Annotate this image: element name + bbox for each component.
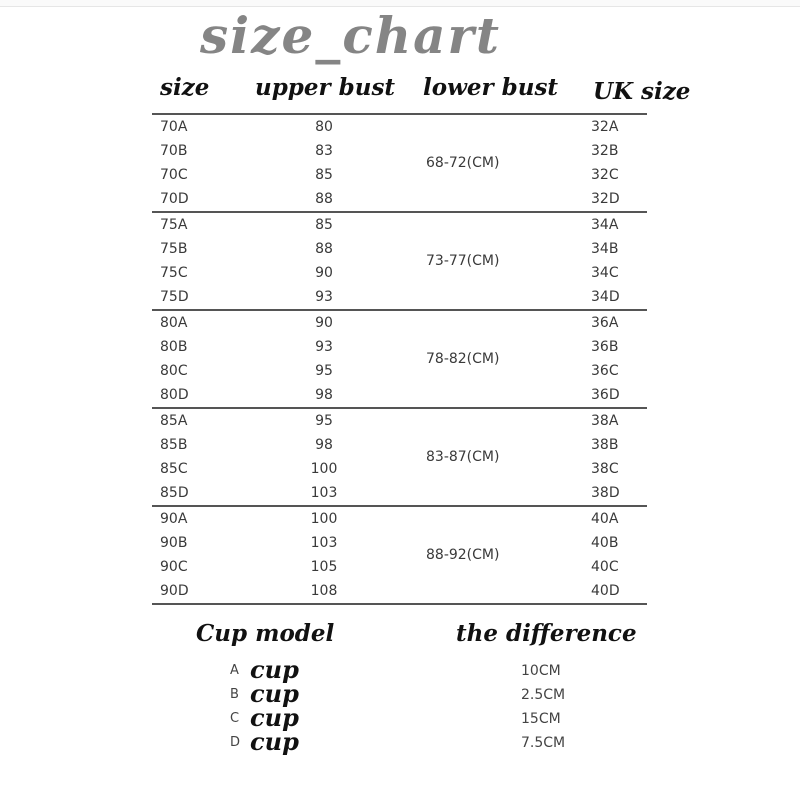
size-group [152, 507, 647, 603]
size-cell: 85B [160, 437, 188, 453]
size-cell: 70A [160, 119, 188, 135]
cup-row [0, 679, 800, 708]
uk-size-cell: 38D [591, 485, 620, 501]
table-row [152, 457, 647, 481]
upper-bust-cell: 93 [315, 289, 333, 305]
header-size: size [160, 74, 210, 101]
upper-bust-cell: 103 [310, 535, 338, 551]
table-row [152, 507, 647, 531]
upper-bust-cell: 80 [315, 119, 333, 135]
size-cell: 80A [160, 315, 188, 331]
size-group [152, 409, 647, 505]
size-cell: 80B [160, 339, 188, 355]
table-row [152, 261, 647, 285]
uk-size-cell: 34B [591, 241, 619, 257]
header-lower-bust: lower bust [423, 74, 559, 101]
cup-word: cup [250, 703, 299, 732]
size-cell: 80C [160, 363, 188, 379]
uk-size-cell: 40A [591, 511, 619, 527]
uk-size-cell: 34C [591, 265, 619, 281]
table-row [152, 409, 647, 433]
upper-bust-cell: 95 [315, 363, 333, 379]
cup-letter: B [230, 687, 239, 702]
table-row [152, 481, 647, 505]
table-row [152, 285, 647, 309]
cup-word: cup [250, 727, 299, 756]
cup-letter: A [230, 663, 239, 678]
lower-bust-cell: 73-77(CM) [426, 253, 500, 269]
size-cell: 90C [160, 559, 188, 575]
size-cell: 75B [160, 241, 188, 257]
lower-bust-cell: 68-72(CM) [426, 155, 500, 171]
table-row [152, 579, 647, 603]
table-row [152, 163, 647, 187]
table-rule [152, 603, 647, 605]
size-cell: 70C [160, 167, 188, 183]
cup-difference: 10CM [521, 663, 561, 679]
uk-size-cell: 38A [591, 413, 619, 429]
size-cell: 85C [160, 461, 188, 477]
uk-size-cell: 36D [591, 387, 620, 403]
table-row [152, 383, 647, 407]
cup-row [0, 703, 800, 732]
size-group [152, 213, 647, 309]
uk-size-cell: 34A [591, 217, 619, 233]
uk-size-cell: 40D [591, 583, 620, 599]
cup-difference: 2.5CM [521, 687, 566, 703]
upper-bust-cell: 88 [315, 241, 333, 257]
uk-size-cell: 32A [591, 119, 619, 135]
uk-size-cell: 40C [591, 559, 619, 575]
upper-bust-cell: 90 [315, 265, 333, 281]
cup-model-heading: Cup model [196, 620, 335, 647]
table-row [152, 311, 647, 335]
table-row [152, 187, 647, 211]
difference-heading: the difference [456, 620, 637, 647]
cup-row [0, 727, 800, 756]
upper-bust-cell: 105 [310, 559, 338, 575]
uk-size-cell: 40B [591, 535, 619, 551]
upper-bust-cell: 83 [315, 143, 333, 159]
size-cell: 90D [160, 583, 189, 599]
lower-bust-cell: 83-87(CM) [426, 449, 500, 465]
header-uk-size: UK size [593, 78, 691, 105]
lower-bust-cell: 78-82(CM) [426, 351, 500, 367]
table-row [152, 115, 647, 139]
upper-bust-cell: 98 [315, 437, 333, 453]
size-cell: 75A [160, 217, 188, 233]
upper-bust-cell: 85 [315, 167, 333, 183]
upper-bust-cell: 98 [315, 387, 333, 403]
table-row [152, 433, 647, 457]
uk-size-cell: 32D [591, 191, 620, 207]
upper-bust-cell: 95 [315, 413, 333, 429]
cup-difference: 7.5CM [521, 735, 566, 751]
size-cell: 85D [160, 485, 189, 501]
uk-size-cell: 38C [591, 461, 619, 477]
table-row [152, 531, 647, 555]
size-cell: 80D [160, 387, 189, 403]
size-cell: 70B [160, 143, 188, 159]
upper-bust-cell: 90 [315, 315, 333, 331]
table-row [152, 237, 647, 261]
size-cell: 75D [160, 289, 189, 305]
upper-bust-cell: 85 [315, 217, 333, 233]
upper-bust-cell: 100 [310, 511, 338, 527]
size-group [152, 115, 647, 211]
uk-size-cell: 36B [591, 339, 619, 355]
uk-size-cell: 32B [591, 143, 619, 159]
cup-row [0, 655, 800, 684]
size-cell: 90B [160, 535, 188, 551]
page-title: size_chart [200, 6, 501, 65]
size-cell: 75C [160, 265, 188, 281]
table-row [152, 555, 647, 579]
cup-letter: C [230, 711, 240, 726]
cup-word: cup [250, 679, 299, 708]
size-table [152, 113, 647, 605]
upper-bust-cell: 103 [310, 485, 338, 501]
uk-size-cell: 36C [591, 363, 619, 379]
uk-size-cell: 36A [591, 315, 619, 331]
size-group [152, 311, 647, 407]
cup-word: cup [250, 655, 299, 684]
uk-size-cell: 34D [591, 289, 620, 305]
table-row [152, 359, 647, 383]
cup-letter: D [230, 735, 241, 750]
upper-bust-cell: 108 [310, 583, 338, 599]
cup-difference: 15CM [521, 711, 561, 727]
uk-size-cell: 38B [591, 437, 619, 453]
lower-bust-cell: 88-92(CM) [426, 547, 500, 563]
header-upper-bust: upper bust [255, 74, 396, 101]
size-cell: 85A [160, 413, 188, 429]
uk-size-cell: 32C [591, 167, 619, 183]
upper-bust-cell: 100 [310, 461, 338, 477]
upper-bust-cell: 88 [315, 191, 333, 207]
table-row [152, 213, 647, 237]
table-row [152, 139, 647, 163]
upper-bust-cell: 93 [315, 339, 333, 355]
size-cell: 90A [160, 511, 188, 527]
size-cell: 70D [160, 191, 189, 207]
table-row [152, 335, 647, 359]
